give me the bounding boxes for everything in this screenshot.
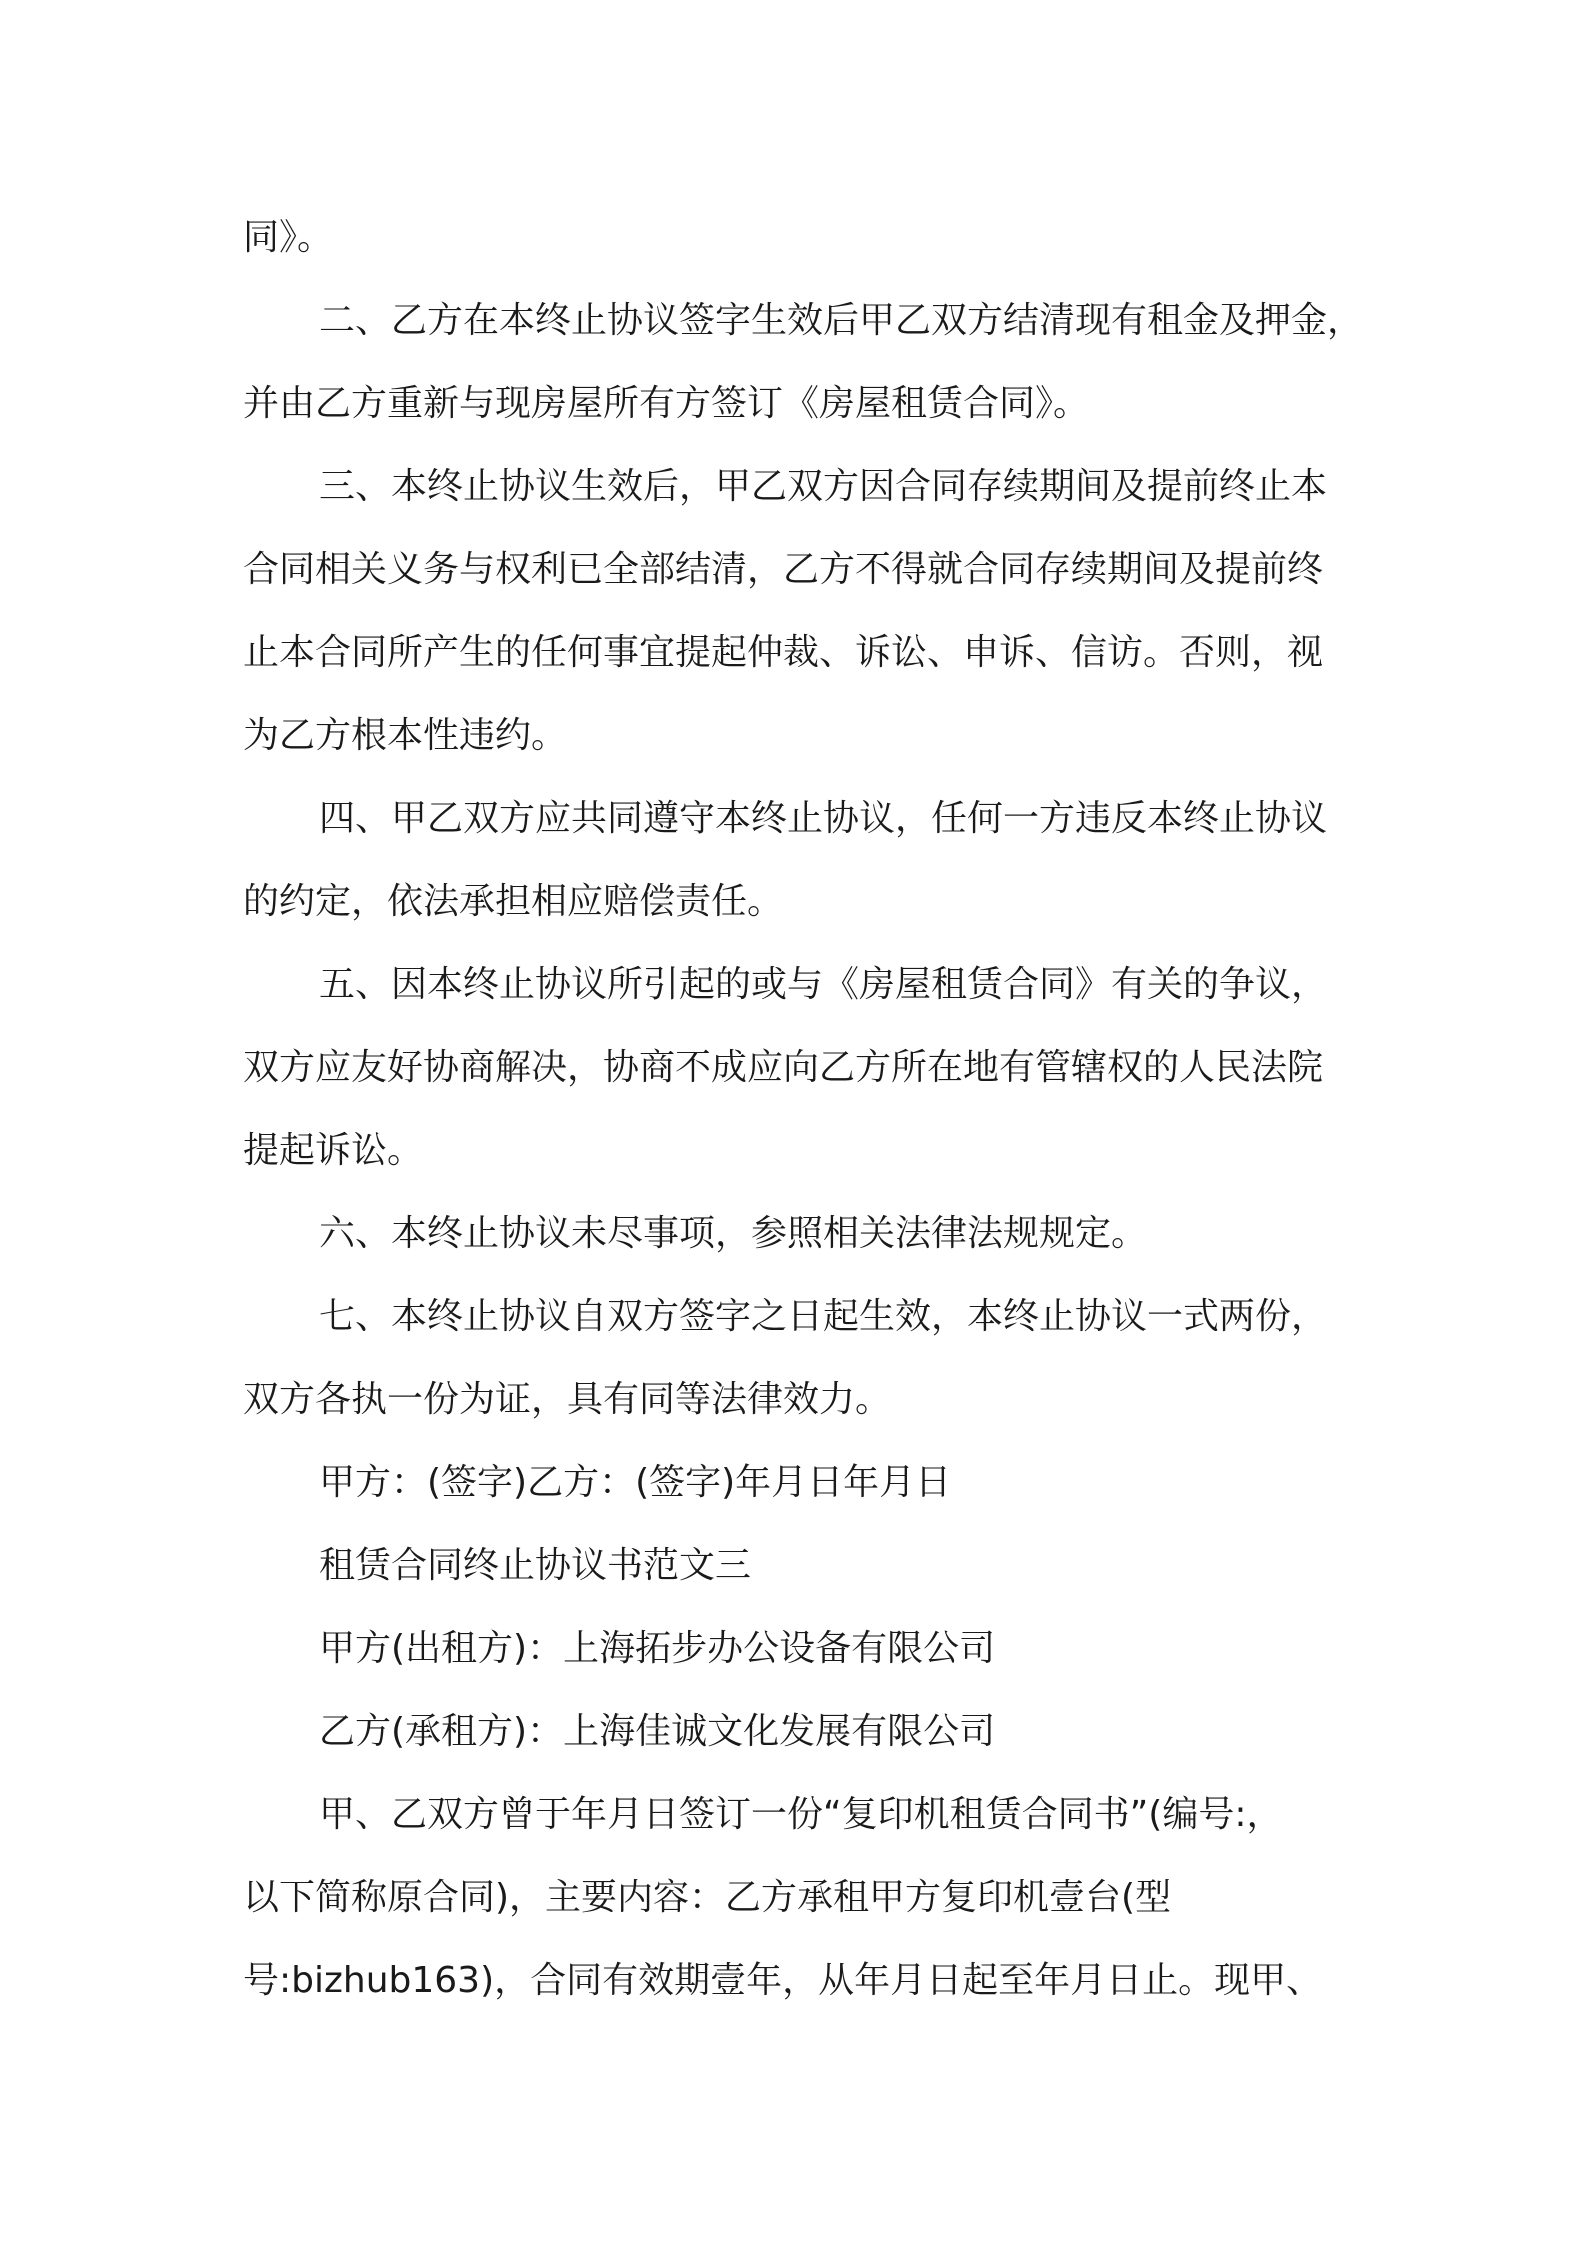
paragraph-line: 二、乙方在本终止协议签字生效后甲乙双方结清现有租金及押金， bbox=[319, 300, 1364, 341]
paragraph-line: 双方各执一份为证，具有同等法律效力。 bbox=[243, 1379, 892, 1420]
document-body bbox=[243, 196, 1364, 2022]
paragraph-line: 三、本终止协议生效后，甲乙双方因合同存续期间及提前终止本 bbox=[319, 466, 1328, 507]
signature-line: 甲方：(签字)乙方：(签字)年月日年月日 bbox=[319, 1462, 952, 1503]
paragraph-line: 七、本终止协议自双方签字之日起生效，本终止协议一式两份， bbox=[319, 1296, 1328, 1337]
paragraph-line: 同》。 bbox=[243, 217, 334, 258]
paragraph-line: 并由乙方重新与现房屋所有方签订《房屋租赁合同》。 bbox=[243, 383, 1090, 424]
party-b-line: 乙方(承租方)：上海佳诚文化发展有限公司 bbox=[319, 1711, 996, 1752]
paragraph-line: 合同相关义务与权利已全部结清，乙方不得就合同存续期间及提前终 bbox=[243, 549, 1324, 590]
paragraph-line: 五、因本终止协议所引起的或与《房屋租赁合同》有关的争议， bbox=[319, 964, 1328, 1005]
paragraph-line: 的约定，依法承担相应赔偿责任。 bbox=[243, 881, 784, 922]
paragraph-line: 以下简称原合同)，主要内容：乙方承租甲方复印机壹台(型 bbox=[243, 1877, 1172, 1918]
paragraph-line: 甲、乙双方曾于年月日签订一份“复印机租赁合同书”(编号:， bbox=[319, 1794, 1283, 1835]
paragraph-line: 号:bizhub163)，合同有效期壹年，从年月日起至年月日止。现甲、 bbox=[243, 1960, 1323, 2001]
paragraph-line: 止本合同所产生的任何事宜提起仲裁、诉讼、申诉、信访。否则，视 bbox=[243, 632, 1324, 673]
paragraph-line: 六、本终止协议未尽事项，参照相关法律法规规定。 bbox=[319, 1213, 1148, 1254]
party-a-line: 甲方(出租方)：上海拓步办公设备有限公司 bbox=[319, 1628, 996, 1669]
section-heading: 租赁合同终止协议书范文三 bbox=[319, 1545, 752, 1586]
paragraph-line: 为乙方根本性违约。 bbox=[243, 715, 568, 756]
paragraph-line: 双方应友好协商解决，协商不成应向乙方所在地有管辖权的人民法院 bbox=[243, 1047, 1324, 1088]
paragraph-line: 提起诉讼。 bbox=[243, 1130, 424, 1171]
paragraph-line: 四、甲乙双方应共同遵守本终止协议，任何一方违反本终止协议 bbox=[319, 798, 1328, 839]
